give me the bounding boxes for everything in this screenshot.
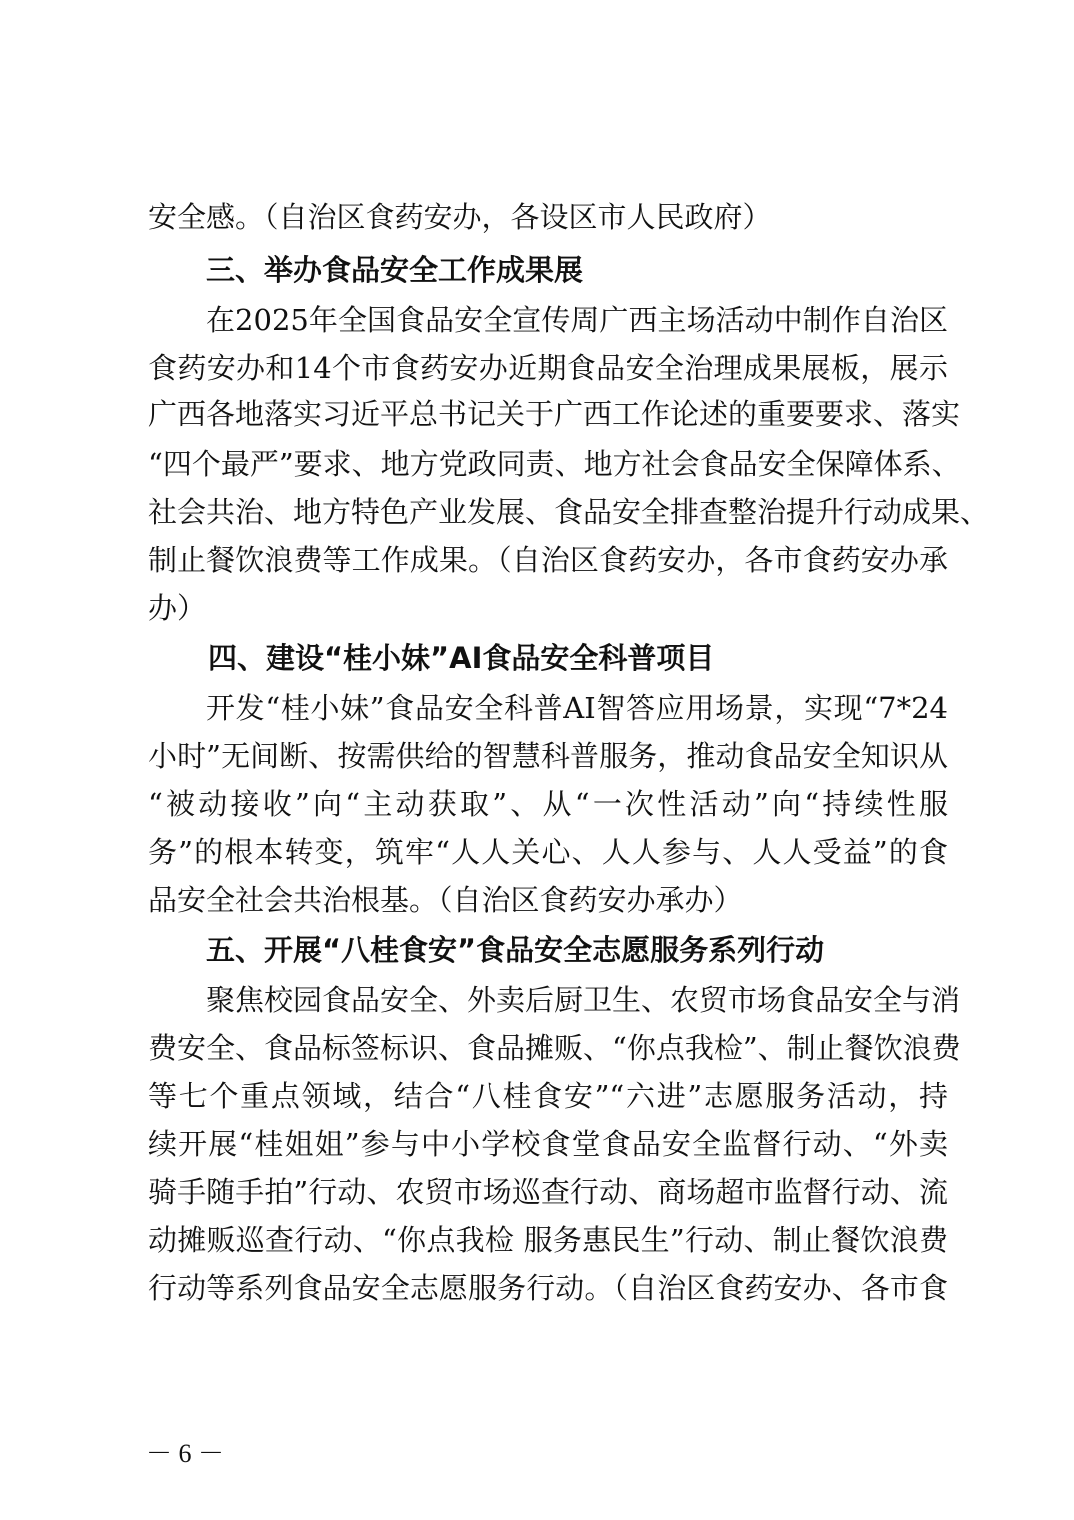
paragraph-line: 安全感。（自治区食药安办，各设区市人民政府） [148,200,772,234]
paragraph-line: 骑手随手拍”行动、农贸市场巡查行动、商场超市监督行动、流 [148,1175,948,1209]
paragraph-line: 广西各地落实习近平总书记关于广西工作论述的重要要求、落实 [148,397,961,431]
paragraph-line: “四个最严”要求、地方党政同责、地方社会食品安全保障体系、 [148,447,961,481]
paragraph-line: 费安全、食品标签标识、食品摊贩、“你点我检”、制止餐饮浪费 [148,1031,961,1065]
paragraph-line: “被动接收”向“主动获取”、从“一次性活动”向“持续性服 [148,787,948,821]
section-heading-3: 三、举办食品安全工作成果展 [206,253,584,287]
paragraph-line: 聚焦校园食品安全、外卖后厨卫生、农贸市场食品安全与消 [206,983,961,1017]
paragraph-line: 办） [148,591,207,625]
paragraph-line: 等七个重点领域，结合“八桂食安”“六进”志愿服务活动，持 [148,1079,948,1113]
paragraph-line: 制止餐饮浪费等工作成果。（自治区食药安办，各市食药安办承 [148,543,948,577]
section-heading-4: 四、建设“桂小妹”AI食品安全科普项目 [208,641,715,675]
page-number: － 6 － [146,1439,225,1468]
paragraph-line: 社会共治、地方特色产业发展、食品安全排查整治提升行动成果、 [148,495,990,529]
paragraph-line: 行动等系列食品安全志愿服务行动。（自治区食药安办、各市食 [148,1271,948,1305]
paragraph-line: 小时”无间断、按需供给的智慧科普服务，推动食品安全知识从 [148,739,948,773]
section-heading-5: 五、开展“八桂食安”食品安全志愿服务系列行动 [206,933,825,967]
paragraph-line: 食药安办和14个市食药安办近期食品安全治理成果展板，展示 [148,351,948,385]
paragraph-line: 动摊贩巡查行动、“你点我检 服务惠民生”行动、制止餐饮浪费 [148,1223,948,1257]
paragraph-line: 开发“桂小妹”食品安全科普AI智答应用场景，实现“7*24 [206,691,948,725]
paragraph-line: 在2025年全国食品安全宣传周广西主场活动中制作自治区 [206,303,948,337]
paragraph-line: 务”的根本转变，筑牢“人人关心、人人参与、人人受益”的食 [148,835,948,869]
paragraph-line: 品安全社会共治根基。（自治区食药安办承办） [148,883,743,917]
paragraph-line: 续开展“桂姐姐”参与中小学校食堂食品安全监督行动、“外卖 [148,1127,948,1161]
